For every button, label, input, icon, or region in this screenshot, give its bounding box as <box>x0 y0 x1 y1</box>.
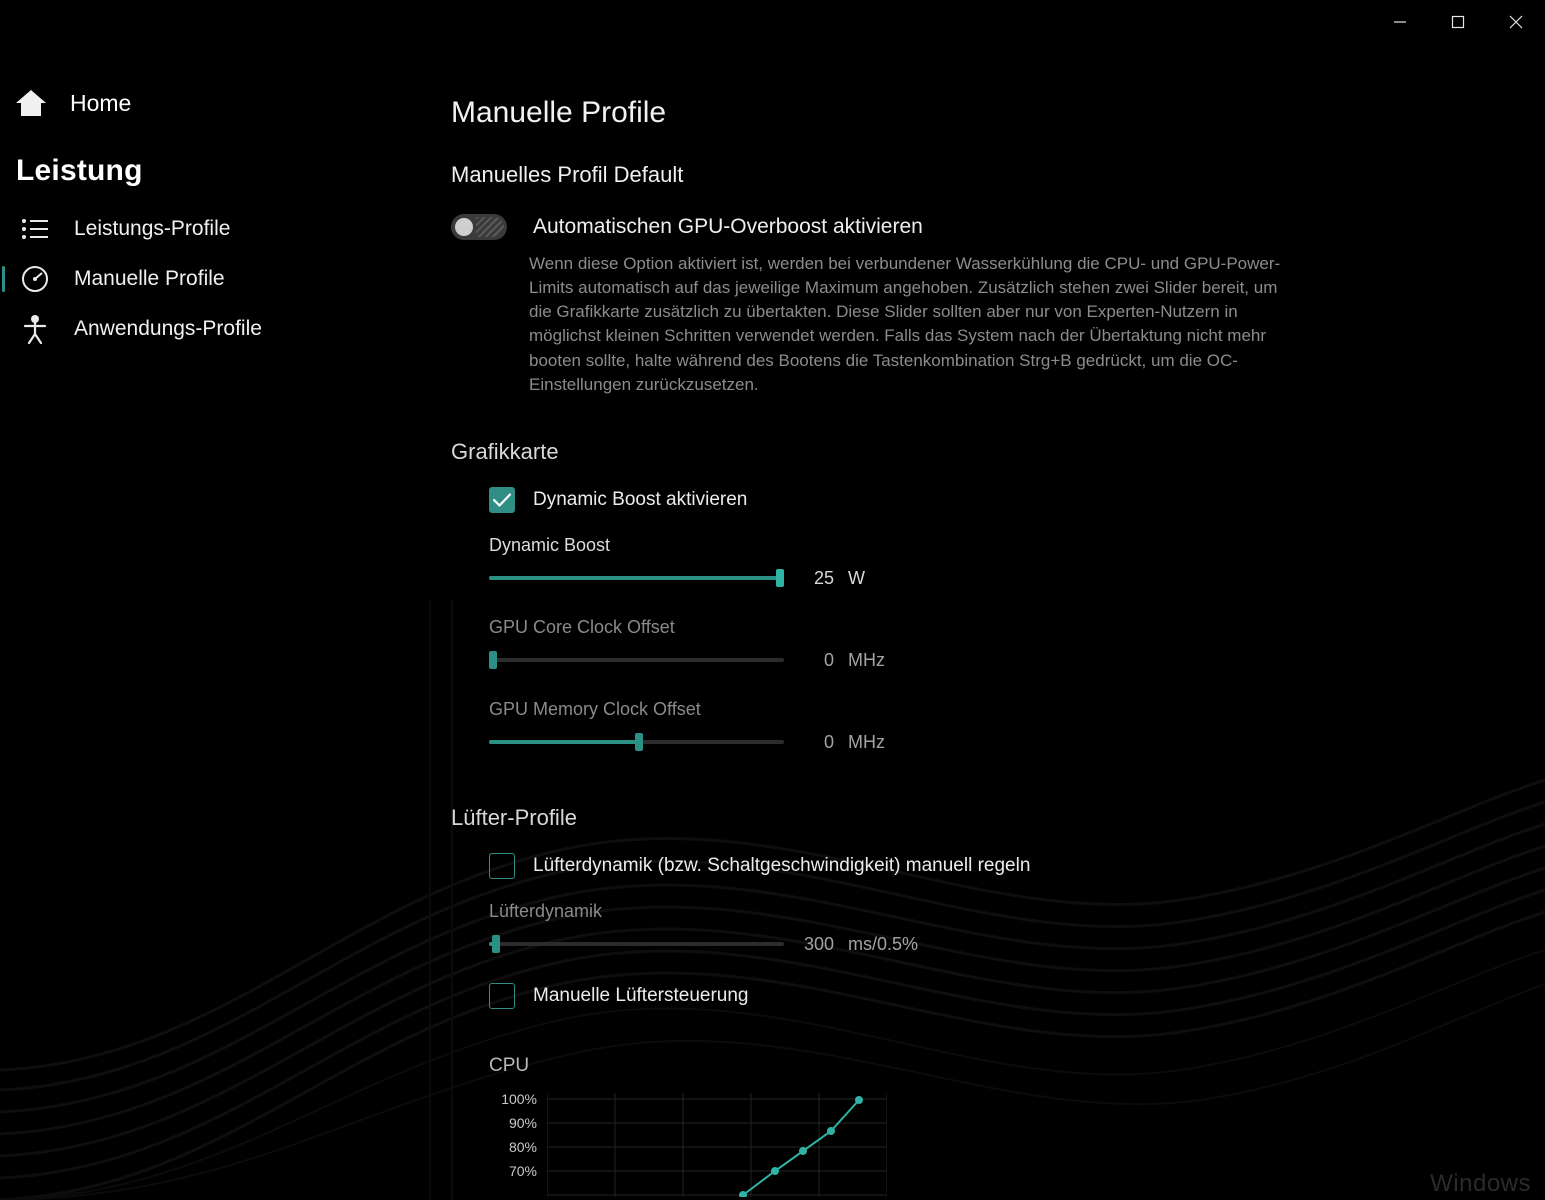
fan-dynamics-slider[interactable] <box>489 942 784 946</box>
dynamic-boost-slider-block <box>489 535 1511 589</box>
person-icon <box>18 312 52 346</box>
gpu-core-clock-offset-slider[interactable] <box>489 658 784 662</box>
cpu-fan-curve-chart[interactable] <box>489 1087 909 1197</box>
sidebar-item-leistungs-profile[interactable] <box>0 204 430 254</box>
sidebar-section-title: Leistung <box>16 154 143 187</box>
windows-watermark: Windows <box>1430 1170 1531 1197</box>
gpu-overboost-description: Wenn diese Option aktiviert ist, werden bei verbundener Wasserkühlung die CPU- und GPU-Power-Limits automatisch auf das jeweilige Maximum angehoben. Zusätzlich stehen zwei Slider bereit, um die Grafikkarte zusätzlich zu übertakten. Diese Slider sollten aber nur von Experten-Nutzern in möglichst kleinen Schritten verwendet werden. Falls das System nach der Übertaktung nicht mehr booten sollte, halte während des Bootens die Tastenkombination Strg+B gedrückt, um die OC-Einstellungen zurückzusetzen. <box>529 254 1281 394</box>
gpu-overboost-row <box>451 214 1511 240</box>
main-content <box>451 96 1511 1197</box>
gpu-memory-clock-offset-value: 0 <box>823 731 834 752</box>
fan-dynamics-slider-line <box>489 934 1511 955</box>
sidebar <box>0 80 430 354</box>
fan-dynamics-slider-caption: Lüfterdynamik <box>489 900 603 921</box>
sidebar-item-home[interactable] <box>0 80 430 126</box>
dynamic-boost-checkbox-label: Dynamic Boost aktivieren <box>533 488 748 510</box>
gpu-overboost-toggle[interactable] <box>451 214 507 240</box>
dynamic-boost-checkbox[interactable] <box>489 487 515 513</box>
dynamic-boost-value: 25 <box>813 567 834 588</box>
gpu-core-clock-offset-value: 0 <box>823 649 834 670</box>
dynamic-boost-unit: W <box>848 567 865 588</box>
sidebar-item-label: Anwendungs-Profile <box>74 317 262 340</box>
fan-dynamics-slider-block <box>489 901 1511 955</box>
chart-plot-area <box>547 1093 887 1197</box>
manual-fan-control-checkbox-row[interactable] <box>489 983 1511 1009</box>
list-icon <box>18 212 52 246</box>
page-title: Manuelle Profile <box>451 96 667 129</box>
fan-dynamics-unit: ms/0.5% <box>848 933 919 954</box>
chart-ytick: 80% <box>508 1138 537 1155</box>
gpu-memory-clock-offset-caption: GPU Memory Clock Offset <box>489 698 701 719</box>
fan-dynamics-checkbox-label: Lüfterdynamik (bzw. Schaltgeschwindigkeit) manuell regeln <box>533 854 1031 876</box>
gpu-memory-clock-offset-line <box>489 732 1511 753</box>
gpu-memory-clock-offset-unit: MHz <box>848 731 885 752</box>
fan-section-title: Lüfter-Profile <box>451 804 577 830</box>
sidebar-item-label: Leistungs-Profile <box>74 217 231 240</box>
speedometer-icon <box>18 262 52 296</box>
chart-ytick: 70% <box>508 1162 537 1179</box>
dynamic-boost-slider[interactable] <box>489 576 784 580</box>
dynamic-boost-checkbox-row[interactable] <box>489 487 1511 513</box>
profile-name: Manuelles Profil Default <box>451 162 684 187</box>
cpu-fan-chart-title: CPU <box>489 1054 530 1076</box>
manual-fan-control-checkbox-label: Manuelle Lüftersteuerung <box>533 984 749 1006</box>
toggle-stripes <box>476 217 504 237</box>
sidebar-item-anwendungs-profile[interactable] <box>0 304 430 354</box>
gpu-overboost-label: Automatischen GPU-Overboost aktivieren <box>533 215 923 238</box>
minimize-button[interactable] <box>1371 0 1429 44</box>
dynamic-boost-slider-caption: Dynamic Boost <box>489 534 611 555</box>
gpu-section-title: Grafikkarte <box>451 438 559 464</box>
maximize-button[interactable] <box>1429 0 1487 44</box>
sidebar-item-label: Manuelle Profile <box>74 267 225 290</box>
gpu-core-clock-offset-caption: GPU Core Clock Offset <box>489 616 675 637</box>
chart-ytick: 90% <box>508 1114 537 1131</box>
gpu-core-clock-offset-block <box>489 617 1511 671</box>
toggle-knob <box>455 218 473 236</box>
chart-ytick: 100% <box>501 1090 537 1107</box>
chart-y-axis-labels <box>489 1087 537 1183</box>
gpu-memory-clock-offset-slider[interactable] <box>489 740 784 744</box>
close-button[interactable] <box>1487 0 1545 44</box>
sidebar-home-label: Home <box>70 89 132 116</box>
home-icon <box>14 86 48 120</box>
gpu-core-clock-offset-line <box>489 650 1511 671</box>
fan-dynamics-checkbox[interactable] <box>489 853 515 879</box>
sidebar-item-manuelle-profile[interactable] <box>0 254 430 304</box>
fan-dynamics-checkbox-row[interactable] <box>489 853 1511 879</box>
gpu-memory-clock-offset-block <box>489 699 1511 753</box>
fan-dynamics-value: 300 <box>803 933 834 954</box>
window-titlebar <box>1371 0 1545 44</box>
dynamic-boost-slider-line <box>489 568 1511 589</box>
manual-fan-control-checkbox[interactable] <box>489 983 515 1009</box>
gpu-core-clock-offset-unit: MHz <box>848 649 885 670</box>
